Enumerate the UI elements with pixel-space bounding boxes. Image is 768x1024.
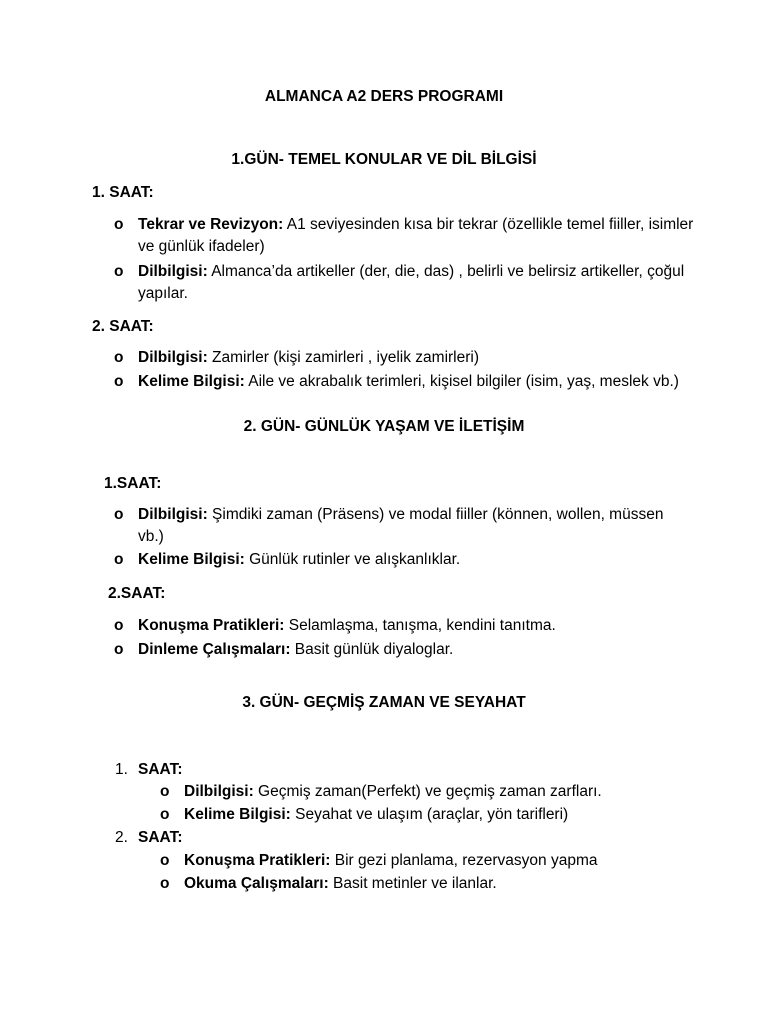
bullet-marker: o bbox=[114, 373, 124, 390]
item-description: A1 seviyesinden kısa bir tekrar (özellikle temel fiiller, isimler ve günlük ifadeler) bbox=[138, 216, 694, 255]
item-description: Basit metinler ve ilanlar. bbox=[328, 875, 497, 892]
list-item bbox=[184, 781, 724, 803]
item-term: Kelime Bilgisi: bbox=[138, 551, 245, 568]
document-title: ALMANCA A2 DERS PROGRAMI bbox=[264, 88, 504, 105]
day1-hour1-label: 1. SAAT: bbox=[92, 184, 154, 201]
list-item bbox=[184, 873, 724, 895]
item-term: Konuşma Pratikleri: bbox=[138, 617, 285, 634]
bullet-marker: o bbox=[160, 852, 170, 869]
list-item bbox=[184, 850, 724, 872]
bullet-marker: o bbox=[114, 617, 124, 634]
day3-hour1-number: 1. bbox=[115, 761, 128, 778]
day1-hour2-label: 2. SAAT: bbox=[92, 318, 154, 335]
day2-heading: 2. GÜN- GÜNLÜK YAŞAM VE İLETİŞİM bbox=[243, 418, 525, 435]
item-term: Konuşma Pratikleri: bbox=[184, 852, 331, 869]
list-item bbox=[138, 347, 698, 369]
item-description: Seyahat ve ulaşım (araçlar, yön tarifleri) bbox=[290, 806, 569, 823]
day2-hour2-label: 2.SAAT: bbox=[108, 585, 166, 602]
item-term: Dilbilgisi: bbox=[138, 349, 208, 366]
item-term: Kelime Bilgisi: bbox=[138, 373, 245, 390]
item-term: Okuma Çalışmaları: bbox=[184, 875, 329, 892]
item-description: Günlük rutinler ve alışkanlıklar. bbox=[244, 551, 461, 568]
list-item bbox=[138, 615, 698, 637]
item-description: Zamirler (kişi zamirleri , iyelik zamirleri) bbox=[207, 349, 479, 366]
bullet-marker: o bbox=[114, 349, 124, 366]
bullet-marker: o bbox=[114, 551, 124, 568]
list-item bbox=[138, 371, 698, 393]
item-description: Geçmiş zaman(Perfekt) ve geçmiş zaman zarfları. bbox=[253, 783, 602, 800]
list-item bbox=[138, 549, 698, 571]
item-term: Dilbilgisi: bbox=[138, 506, 208, 523]
day2-hour1-label: 1.SAAT: bbox=[104, 475, 162, 492]
item-term: Tekrar ve Revizyon: bbox=[138, 216, 284, 233]
item-description: Almanca’da artikeller (der, die, das) , belirli ve belirsiz artikeller, çoğul yapılar. bbox=[138, 263, 685, 302]
item-description: Şimdiki zaman (Präsens) ve modal fiiller (können, wollen, müssen vb.) bbox=[138, 506, 664, 545]
list-item bbox=[184, 804, 724, 826]
list-item bbox=[138, 639, 698, 661]
bullet-marker: o bbox=[160, 806, 170, 823]
item-description: Basit günlük diyaloglar. bbox=[290, 641, 454, 658]
item-description: Selamlaşma, tanışma, kendini tanıtma. bbox=[284, 617, 556, 634]
item-term: Dilbilgisi: bbox=[184, 783, 254, 800]
bullet-marker: o bbox=[160, 783, 170, 800]
day1-heading: 1.GÜN- TEMEL KONULAR VE DİL BİLGİSİ bbox=[231, 151, 537, 168]
list-item bbox=[138, 504, 678, 548]
item-description: Bir gezi planlama, rezervasyon yapma bbox=[330, 852, 598, 869]
day3-heading: 3. GÜN- GEÇMİŞ ZAMAN VE SEYAHAT bbox=[242, 694, 526, 711]
day3-hour2-label: SAAT: bbox=[138, 829, 183, 846]
bullet-marker: o bbox=[114, 216, 124, 233]
day3-hour1-label: SAAT: bbox=[138, 761, 183, 778]
list-item bbox=[138, 214, 698, 258]
day3-hour2-number: 2. bbox=[115, 829, 128, 846]
item-term: Dilbilgisi: bbox=[138, 263, 208, 280]
bullet-marker: o bbox=[160, 875, 170, 892]
item-description: Aile ve akrabalık terimleri, kişisel bilgiler (isim, yaş, meslek vb.) bbox=[244, 373, 679, 390]
list-item bbox=[138, 261, 698, 305]
bullet-marker: o bbox=[114, 641, 124, 658]
item-term: Kelime Bilgisi: bbox=[184, 806, 291, 823]
bullet-marker: o bbox=[114, 263, 124, 280]
bullet-marker: o bbox=[114, 506, 124, 523]
item-term: Dinleme Çalışmaları: bbox=[138, 641, 291, 658]
